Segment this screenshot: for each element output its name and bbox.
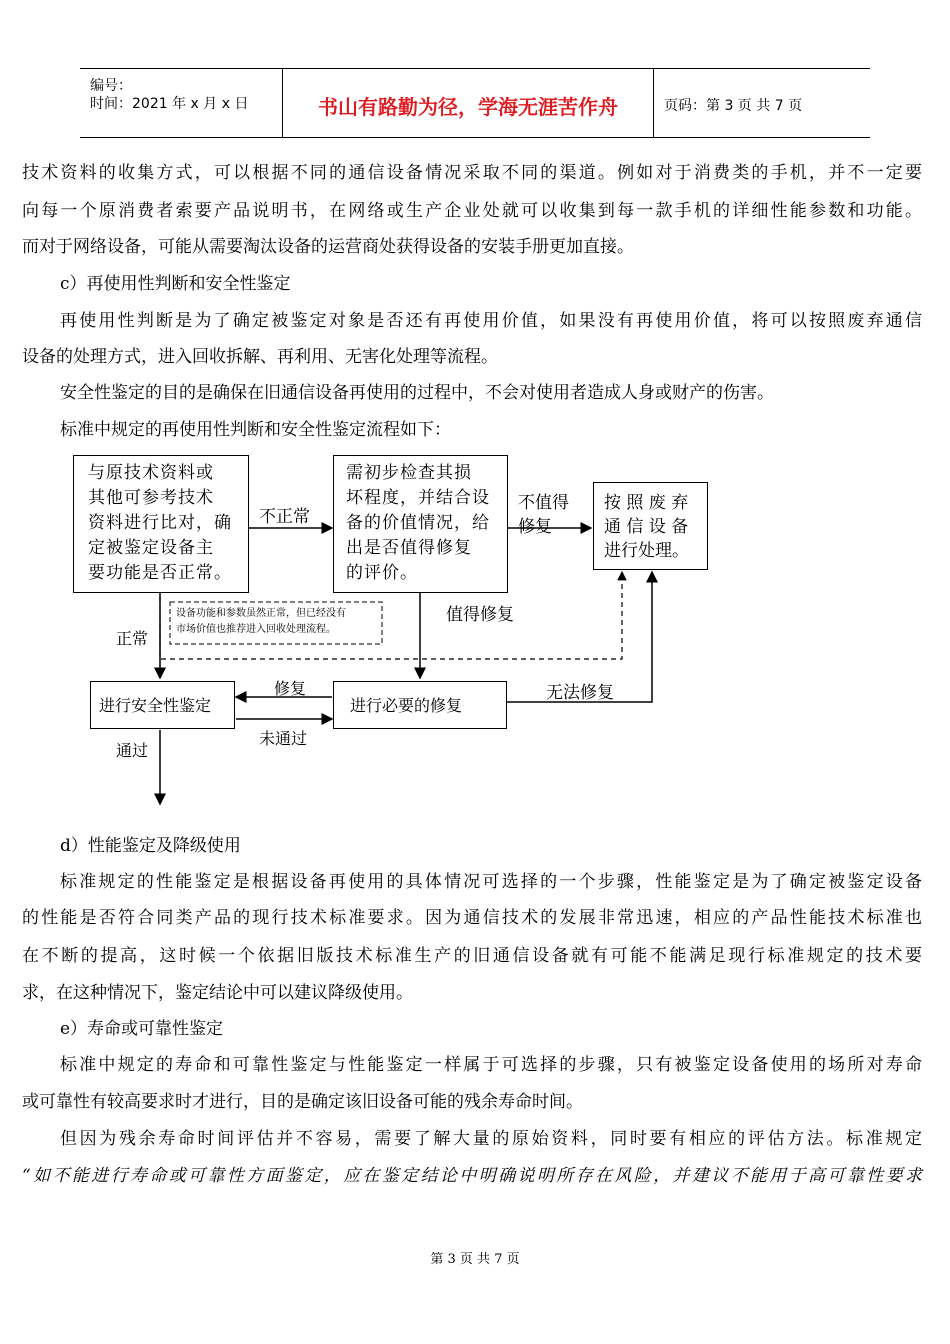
page-footer: 第 3 页 共 7 页: [430, 1252, 520, 1267]
note-line-2: 市场价值也推荐进入回收处理流程。: [176, 624, 336, 635]
section-heading-e: e）寿命或可靠性鉴定: [60, 1019, 224, 1039]
header-number: 编号：: [90, 78, 132, 94]
box-discard-process: 按 照 废 弃 通 信 设 备 进行处理。: [593, 482, 708, 570]
box-safety-check: 进行安全性鉴定: [90, 681, 235, 729]
text-line: 再使用性判断是为了确定被鉴定对象是否还有再使用价值，如果没有再使用价值，将可以按照废弃通信: [60, 311, 922, 331]
text-line: 求，在这种情况下，鉴定结论中可以建议降级使用。: [22, 983, 413, 1003]
label-fail: 未通过: [259, 729, 308, 748]
label-not-worth-2: 修复: [518, 517, 552, 537]
section-heading-c: c）再使用性判断和安全性鉴定: [60, 274, 291, 294]
label-abnormal: 不正常: [259, 507, 310, 527]
label-worth-repair: 值得修复: [446, 605, 514, 625]
header-meta-cell: [80, 69, 283, 137]
box-compare-function: 与原技术资料或 其他可参考技术 资料进行比对，确 定被鉴定设备主 要功能是否正常。: [73, 455, 249, 593]
label-repair: 修复: [274, 679, 307, 698]
label-not-worth-1: 不值得: [518, 493, 569, 513]
label-normal: 正常: [116, 629, 149, 648]
text-line: 而对于网络设备，可能从需要淘汰设备的运营商处获得设备的安装手册更加直接。: [22, 237, 634, 257]
text-line: 设备的处理方式，进入回收拆解、再利用、无害化处理等流程。: [22, 347, 498, 367]
page-header: [80, 68, 870, 138]
text-line-quote: “如不能进行寿命或可靠性方面鉴定，应在鉴定结论中明确说明所存在风险，并建议不能用于高可靠性要求: [22, 1166, 922, 1186]
header-motto: 书山有路勤为径，学海无涯苦作舟: [318, 95, 618, 119]
text-line: 标准规定的性能鉴定是根据设备再使用的具体情况可选择的一个步骤，性能鉴定是为了确定被鉴定设备: [60, 872, 922, 892]
header-time: 时间：2021 年 x 月 x 日: [90, 96, 249, 112]
text-line: 标准中规定的再使用性判断和安全性鉴定流程如下：: [60, 420, 451, 440]
text-line: 或可靠性有较高要求时才进行，目的是确定该旧设备可能的残余寿命时间。: [22, 1092, 583, 1112]
label-pass: 通过: [116, 741, 149, 760]
box-inspect-damage: 需初步检查其损 坏程度，并结合设 备的价值情况，给 出是否值得修复 的评价。: [333, 455, 508, 593]
box-necessary-repair: 进行必要的修复: [333, 681, 507, 729]
text-line: 安全性鉴定的目的是确保在旧通信设备再使用的过程中，不会对使用者造成人身或财产的伤害。: [60, 383, 774, 403]
text-line: 向每一个原消费者索要产品说明书，在网络或生产企业处就可以收集到每一款手机的详细性能参数和功能。: [22, 201, 922, 221]
header-page-info: 页码：第 3 页 共 7 页: [664, 98, 803, 114]
text-line: 标准中规定的寿命和可靠性鉴定与性能鉴定一样属于可选择的步骤，只有被鉴定设备使用的场所对寿命: [60, 1055, 922, 1075]
label-unrepairable: 无法修复: [546, 683, 614, 703]
note-line-1: 设备功能和参数虽然正常，但已经没有: [176, 608, 346, 619]
header-page-cell: [654, 69, 870, 137]
header-motto-cell: [283, 69, 654, 137]
flowchart: [0, 440, 950, 820]
text-line: 技术资料的收集方式，可以根据不同的通信设备情况采取不同的渠道。例如对于消费类的手机，并不一定要: [22, 163, 922, 183]
text-line: 但因为残余寿命时间评估并不容易，需要了解大量的原始资料，同时要有相应的评估方法。标准规定: [60, 1129, 922, 1149]
section-heading-d: d）性能鉴定及降级使用: [60, 836, 241, 856]
text-line: 在不断的提高，这时候一个依据旧版技术标准生产的旧通信设备就有可能不能满足现行标准规定的技术要: [22, 946, 922, 966]
text-line: 的性能是否符合同类产品的现行技术标准要求。因为通信技术的发展非常迅速，相应的产品性能技术标准也: [22, 908, 922, 928]
